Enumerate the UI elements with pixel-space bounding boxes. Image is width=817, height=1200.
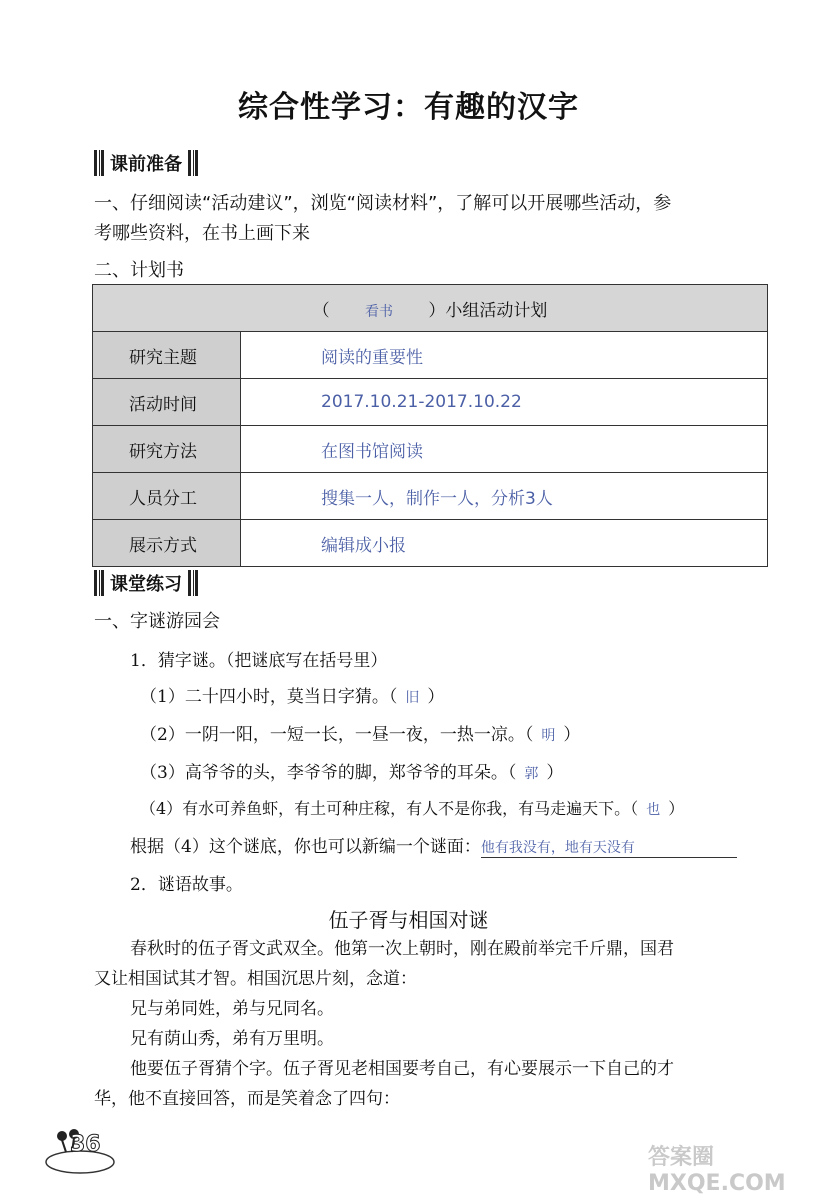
row-label: 研究主题 [93,332,241,379]
table-row [93,520,768,567]
story-line: 兄与弟同姓，弟与兄同名。 [130,999,334,1019]
row-label: 研究方法 [93,426,241,473]
heading-bracket-left [94,570,104,596]
plan-table [92,284,768,567]
riddle-answer: 明 [541,728,556,744]
new-riddle-line: 根据（4）这个谜底，你也可以新编一个谜面：他有我没有，地有天没有 [130,832,764,858]
riddle-answer: 也 [646,802,661,818]
row-value: 编辑成小报 [241,520,768,567]
table-row [93,473,768,520]
riddle-3: （3）高爷爷的头，李爷爷的脚，郑爷爷的耳朵。（ 郭 ） [140,763,564,783]
riddle-2: （2）一阴一阳，一短一长，一昼一夜，一热一凉。（ 明 ） [140,725,581,745]
story-line: 春秋时的伍子胥文武双全。他第一次上朝时，刚在殿前举完千斤鼎，国君 [130,939,674,959]
heading-bracket-right [188,570,198,596]
riddle-answer: 郭 [524,766,539,782]
row-label: 展示方式 [93,520,241,567]
plan-table-header: （ 看书 ）小组活动计划 [93,285,768,332]
riddle-answer: 旧 [405,690,420,706]
row-label: 活动时间 [93,379,241,426]
page-number-badge [40,1128,120,1178]
question-1: 1．猜字谜。（把谜底写在括号里） [130,651,388,671]
story-title: 伍子胥与相国对谜 [328,908,489,932]
heading-bracket-left [94,150,104,176]
practice-item1: 一、字谜游园会 [94,611,220,632]
row-value: 2017.10.21-2017.10.22 [241,379,768,426]
table-row [93,332,768,379]
group-name-answer: 看书 [365,303,393,320]
prep-item1-line1: 一、仔细阅读“活动建议”，浏览“阅读材料”，了解可以开展哪些活动，参 [94,193,672,214]
story-line: 又让相国试其才智。相国沉思片刻，念道： [94,969,417,989]
story-line: 他要伍子胥猜个字。伍子胥见老相国要考自己，有心要展示一下自己的才 [130,1059,674,1079]
watermark: 答案圈 MXQE.COM [648,1145,786,1196]
story-line: 兄有荫山秀，弟有万里明。 [130,1029,334,1049]
prep-item1-line2: 考哪些资料，在书上画下来 [94,223,310,244]
row-value: 在图书馆阅读 [241,426,768,473]
riddle-4: （4）有水可养鱼虾，有土可种庄稼，有人不是你我，有马走遍天下。（ 也 ） [140,799,685,818]
section-heading-practice: 课堂练习 [94,568,198,598]
page-title: 综合性学习：有趣的汉字 [238,90,579,125]
section-heading-prep: 课前准备 [94,148,198,178]
row-value: 搜集一人，制作一人，分析3人 [241,473,768,520]
prep-item2: 二、计划书 [94,260,184,281]
table-row [93,379,768,426]
table-row [93,426,768,473]
row-label: 人员分工 [93,473,241,520]
row-value: 阅读的重要性 [241,332,768,379]
riddle-1: （1）二十四小时，莫当日字猜。（ 旧 ） [140,687,445,707]
question-2: 2．谜语故事。 [130,875,243,895]
story-line: 华，他不直接回答，而是笑着念了四句： [94,1089,400,1109]
new-riddle-answer: 他有我没有，地有天没有 [481,837,737,858]
page-number: 36 [70,1132,101,1157]
heading-bracket-right [188,150,198,176]
